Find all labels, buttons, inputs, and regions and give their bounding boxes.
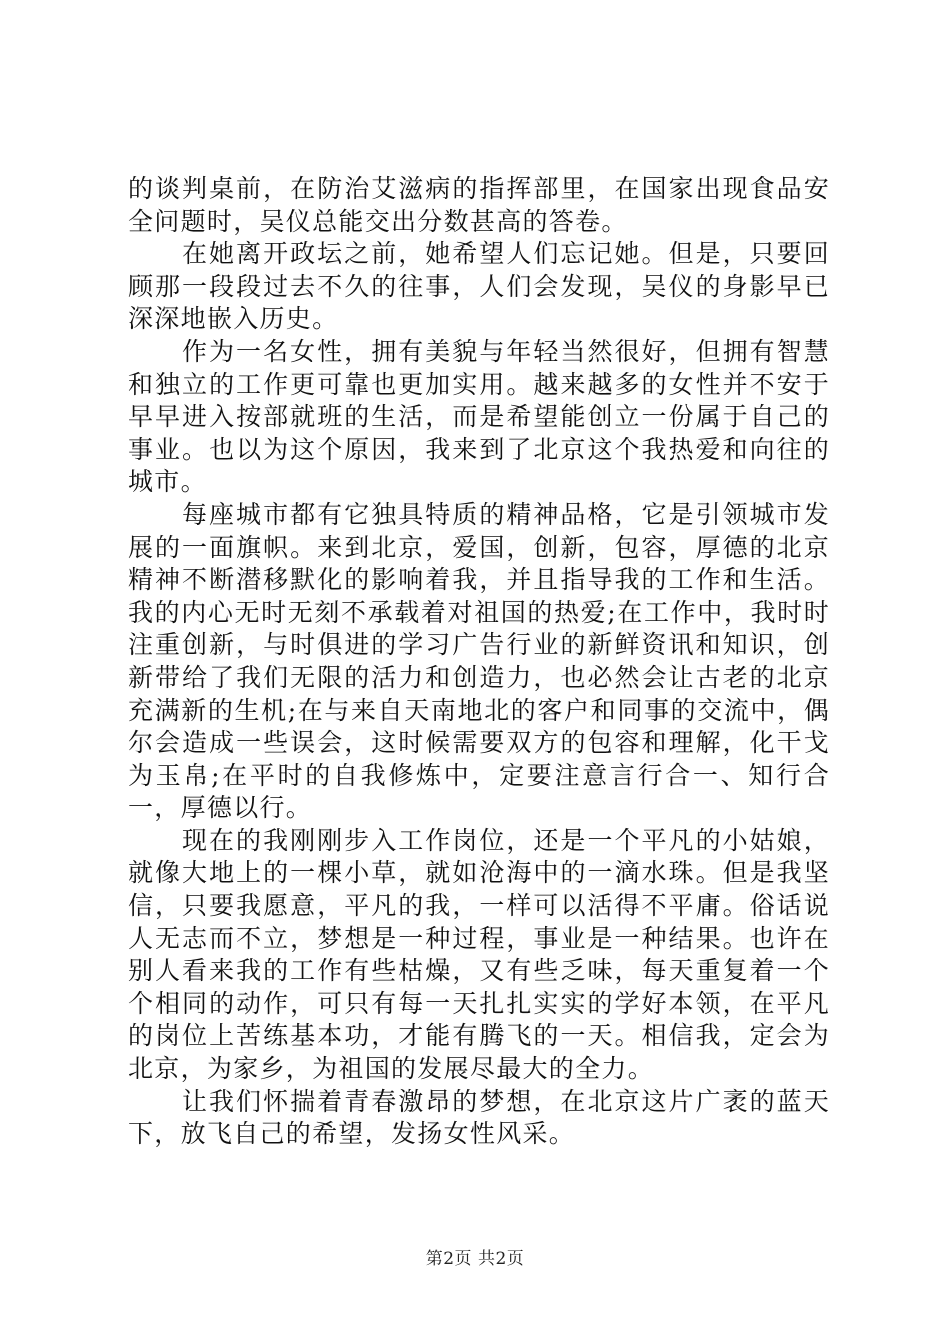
paragraph: 作为一名女性，拥有美貌与年轻当然很好，但拥有智慧和独立的工作更可靠也更加实用。越来越多的女性并不安于早早进入按部就班的生活，而是希望能创立一份属于自己的事业。也以为这个原因，我来到了北京这个我热爱和向往的城市。 bbox=[128, 336, 830, 497]
paragraph: 在她离开政坛之前，她希望人们忘记她。但是，只要回顾那一段段过去不久的往事，人们会发现，吴仪的身影早已深深地嵌入历史。 bbox=[128, 239, 830, 334]
paragraph: 每座城市都有它独具特质的精神品格，它是引领城市发展的一面旗帜。来到北京，爱国，创新，包容，厚德的北京精神不断潜移默化的影响着我，并且指导我的工作和生活。我的内心无时无刻不承载着对祖国的热爱;在工作中，我时时注重创新，与时俱进的学习广告行业的新鲜资讯和知识，创新带给了我们无限的活力和创造力，也必然会让古老的北京充满新的生机;在与来自天南地北的客户和同事的交流中，偶尔会造成一些误会，这时候需要双方的包容和理解，化干戈为玉帛;在平时的自我修炼中，定要注意言行合一、知行合一，厚德以行。 bbox=[128, 499, 830, 823]
page-footer: 第2页 共2页 bbox=[425, 1249, 525, 1269]
paragraph: 现在的我刚刚步入工作岗位，还是一个平凡的小姑娘，就像大地上的一棵小草，就如沧海中的一滴水珠。但是我坚信，只要我愿意，平凡的我，一样可以活得不平庸。俗话说人无志而不立，梦想是一种过程，事业是一种结果。也许在别人看来我的工作有些枯燥，又有些乏味，每天重复着一个个相同的动作，可只有每一天扎扎实实的学好本领，在平凡的岗位上苦练基本功，才能有腾飞的一天。相信我，定会为北京，为家乡，为祖国的发展尽最大的全力。 bbox=[128, 825, 830, 1084]
document-body bbox=[128, 173, 830, 1151]
paragraph: 让我们怀揣着青春激昂的梦想，在北京这片广袤的蓝天下，放飞自己的希望，发扬女性风采。 bbox=[128, 1086, 830, 1149]
paragraph: 的谈判桌前，在防治艾滋病的指挥部里，在国家出现食品安全问题时，吴仪总能交出分数甚高的答卷。 bbox=[128, 174, 830, 236]
